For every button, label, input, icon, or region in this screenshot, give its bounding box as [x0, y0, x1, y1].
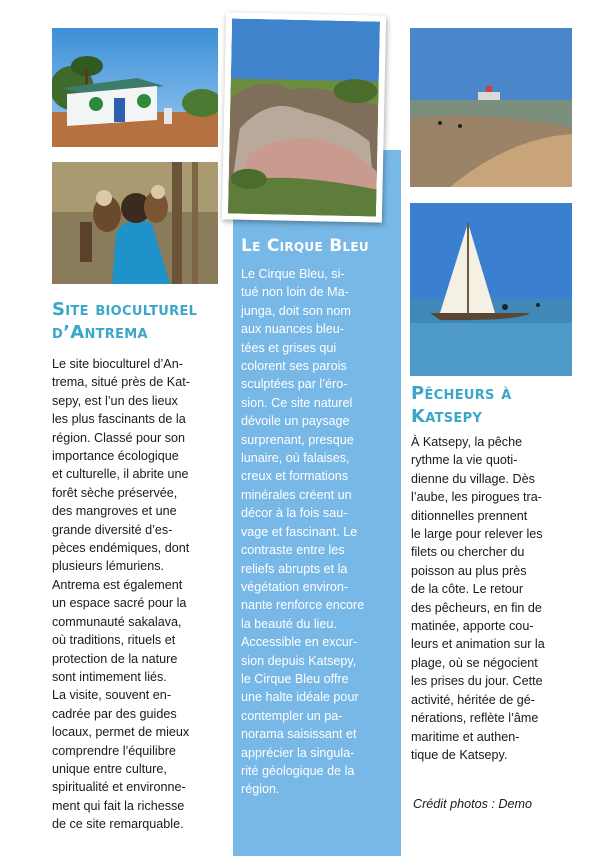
paragraph-line: plusieurs lémuriens. [52, 559, 164, 574]
paragraph-line: des mangroves et une [52, 504, 177, 519]
paragraph-line: Accessible en excur- [241, 635, 358, 650]
paragraph-line: cadrée par des guides [52, 706, 177, 721]
paragraph-line: sont intimement liés. [52, 669, 167, 684]
paragraph-line: lunaire, où falaises, [241, 451, 350, 466]
photo-katsepy-beach [410, 28, 572, 187]
pecheurs-paragraph [411, 433, 576, 764]
paragraph-line: grande diversité d’es- [52, 522, 173, 537]
paragraph-line: le Cirque Bleu offre [241, 671, 349, 686]
antrema-paragraph [52, 355, 227, 834]
paragraph-line: matinée, apporte cou- [411, 619, 534, 634]
paragraph-line: La visite, souvent en- [52, 688, 172, 703]
paragraph-line: ditionnelles prennent [411, 508, 528, 523]
paragraph-line: pèces endémiques, dont [52, 541, 190, 556]
paragraph-line: nante renforce encore [241, 598, 365, 613]
pecheurs-heading-line1: Pêcheurs à [411, 383, 512, 404]
paragraph-line: décor à la fois sau- [241, 506, 348, 521]
paragraph-line: où traditions, rituels et [52, 633, 176, 648]
paragraph-line: Le site bioculturel d’An- [52, 357, 183, 371]
paragraph-line: activité, héritée de gé- [411, 692, 535, 707]
paragraph-line: rité géologique de la [241, 763, 355, 778]
paragraph-line: comprendre l’équilibre [52, 743, 176, 758]
paragraph-line: une halte idéale pour [241, 690, 359, 705]
paragraph-line: Le Cirque Bleu, si- [241, 267, 345, 281]
paragraph-line: végétation environ- [241, 579, 349, 594]
paragraph-line: protection de la nature [52, 651, 178, 666]
paragraph-line: sculptées par l’éro- [241, 377, 348, 392]
paragraph-line: contempler un pa- [241, 708, 343, 723]
paragraph-line: vage et fascinant. Le [241, 524, 358, 539]
paragraph-line: nérations, reflète l’âme [411, 711, 539, 726]
antrema-heading-line1: Site bioculturel [52, 299, 198, 320]
photo-cirque-bleu-frame [222, 12, 386, 222]
paragraph-line: reliefs abrupts et la [241, 561, 348, 576]
paragraph-line: des pêcheurs, en fin de [411, 600, 542, 615]
paragraph-line: junga, doit son nom [241, 303, 351, 318]
paragraph-line: aux nuances bleu- [241, 322, 344, 337]
paragraph-line: un espace sacré pour la [52, 596, 187, 611]
paragraph-line: leurs et animation sur la [411, 637, 545, 652]
paragraph-line: trema, situé près de Kat- [52, 375, 190, 390]
photo-katsepy-pirogue [410, 203, 572, 376]
paragraph-line: filets ou chercher du [411, 545, 525, 560]
paragraph-line: la beauté du lieu. [241, 616, 337, 631]
paragraph-line: de la côte. Le retour [411, 582, 524, 597]
antrema-heading [52, 298, 197, 344]
paragraph-line: sion depuis Katsepy, [241, 653, 357, 668]
cirque-bleu-heading: Le Cirque Bleu [241, 236, 369, 256]
paragraph-line: poisson au plus près [411, 563, 527, 578]
paragraph-line: sepy, est l’un des lieux [52, 393, 178, 408]
cirque-bleu-paragraph [241, 265, 399, 799]
paragraph-line: plage, où se négocient [411, 655, 538, 670]
paragraph-line: minérales créent un [241, 487, 352, 502]
paragraph-line: ment qui fait la richesse [52, 798, 185, 813]
paragraph-line: rythme la vie quoti- [411, 453, 518, 468]
paragraph-line: À Katsepy, la pêche [411, 435, 523, 449]
paragraph-line: locaux, permet de mieux [52, 725, 190, 740]
paragraph-line: colorent ses parois [241, 359, 347, 374]
paragraph-line: tées et grises qui [241, 340, 337, 355]
pecheurs-heading [411, 382, 512, 428]
paragraph-line: les prises du jour. Cette [411, 674, 543, 689]
photo-credit: Crédit photos : Demo [413, 797, 532, 811]
paragraph-line: creux et formations [241, 469, 349, 484]
paragraph-line: importance écologique [52, 449, 179, 464]
paragraph-line: spiritualité et environne- [52, 780, 186, 795]
paragraph-line: apprécier la singula- [241, 745, 355, 760]
photo-cirque-bleu [228, 18, 380, 216]
paragraph-line: région. [241, 782, 280, 797]
paragraph-line: de ce site remarquable. [52, 817, 184, 832]
paragraph-line: maritime et authen- [411, 729, 520, 744]
paragraph-line: communauté sakalava, [52, 614, 182, 629]
paragraph-line: le large pour relever les [411, 527, 543, 542]
paragraph-line: région. Classé pour son [52, 430, 186, 445]
paragraph-line: forêt sèche préservée, [52, 485, 178, 500]
paragraph-line: sion. Ce site naturel [241, 395, 353, 410]
photo-antrema-building [52, 28, 218, 147]
paragraph-line: norama saisissant et [241, 727, 357, 742]
paragraph-line: surprenant, presque [241, 432, 354, 447]
paragraph-line: tique de Katsepy. [411, 747, 508, 762]
paragraph-line: contraste entre les [241, 543, 345, 558]
paragraph-line: les plus fascinants de la [52, 412, 186, 427]
antrema-heading-line2: d’Antrema [52, 322, 148, 343]
paragraph-line: dienne du village. Dès [411, 471, 535, 486]
paragraph-line: tué non loin de Ma- [241, 285, 349, 300]
paragraph-line: dévoile un paysage [241, 414, 350, 429]
paragraph-line: unique entre culture, [52, 761, 167, 776]
paragraph-line: Antrema est également [52, 577, 183, 592]
paragraph-line: l’aube, les pirogues tra- [411, 490, 542, 505]
paragraph-line: et culturelle, il abrite une [52, 467, 189, 482]
photo-antrema-lemurs [52, 162, 218, 284]
pecheurs-heading-line2: Katsepy [411, 406, 483, 427]
